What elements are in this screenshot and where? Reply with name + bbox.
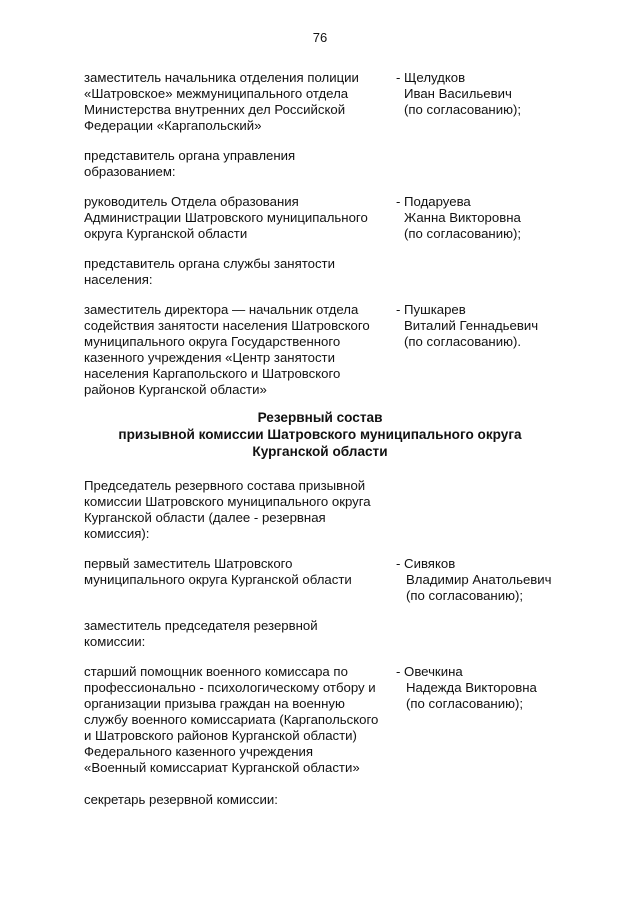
- approval-note: (по согласованию).: [404, 334, 522, 349]
- section-title: призывной комиссии Шатровского муниципального округа: [118, 427, 522, 442]
- section-title: Курганской области: [252, 444, 388, 459]
- text-line: заместитель директора — начальник отдела: [84, 302, 359, 317]
- text-line: «Шатровское» межмуниципального отдела: [84, 86, 349, 101]
- text-line: секретарь резервной комиссии:: [84, 792, 278, 807]
- text-line: руководитель Отдела образования: [84, 194, 299, 209]
- section-title: Резервный состав: [257, 410, 383, 425]
- text-line: Федерального казенного учреждения: [84, 744, 313, 759]
- text-line: комиссии:: [84, 634, 146, 649]
- text-line: профессионально - психологическому отбору и: [84, 680, 376, 695]
- approval-note: (по согласованию);: [406, 588, 524, 603]
- text-line: муниципального округа Государственного: [84, 334, 341, 349]
- text-line: районов Курганской области»: [84, 382, 267, 397]
- text-line: казенного учреждения «Центр занятости: [84, 350, 335, 365]
- text-line: старший помощник военного комиссара по: [84, 664, 348, 679]
- text-line: муниципального округа Курганской области: [84, 572, 352, 587]
- text-line: заместитель председателя резервной: [84, 618, 318, 633]
- text-line: Федерации «Каргапольский»: [84, 118, 262, 133]
- text-line: службу военного комиссариата (Каргапольского: [84, 712, 379, 727]
- text-line: населения:: [84, 272, 153, 287]
- text-line: комиссии Шатровского муниципального округа: [84, 494, 371, 509]
- page-number: 76: [312, 30, 328, 45]
- text-line: Министерства внутренних дел Российской: [84, 102, 346, 117]
- text-line: Курганской области (далее - резервная: [84, 510, 326, 525]
- person-name: Иван Васильевич: [404, 86, 512, 101]
- person-name: - Овечкина: [396, 664, 463, 679]
- person-name: Владимир Анатольевич: [406, 572, 552, 587]
- person-name: - Сивяков: [396, 556, 456, 571]
- text-line: первый заместитель Шатровского: [84, 556, 293, 571]
- person-name: Надежда Викторовна: [406, 680, 537, 695]
- person-name: - Щелудков: [396, 70, 466, 85]
- text-line: Председатель резервного состава призывной: [84, 478, 366, 493]
- text-line: округа Курганской области: [84, 226, 248, 241]
- text-line: организации призыва граждан на военную: [84, 696, 345, 711]
- text-line: образованием:: [84, 164, 176, 179]
- approval-note: (по согласованию);: [404, 226, 522, 241]
- text-line: заместитель начальника отделения полиции: [84, 70, 359, 85]
- approval-note: (по согласованию);: [404, 102, 522, 117]
- text-line: представитель органа службы занятости: [84, 256, 335, 271]
- text-line: «Военный комиссариат Курганской области»: [84, 760, 360, 775]
- person-name: - Подаруева: [396, 194, 471, 209]
- text-line: содействия занятости населения Шатровского: [84, 318, 370, 333]
- approval-note: (по согласованию);: [406, 696, 524, 711]
- text-line: представитель органа управления: [84, 148, 296, 163]
- person-name: - Пушкарев: [396, 302, 466, 317]
- text-line: населения Каргапольского и Шатровского: [84, 366, 341, 381]
- text-line: комиссия):: [84, 526, 150, 541]
- text-line: Администрации Шатровского муниципального: [84, 210, 368, 225]
- text-line: и Шатровского районов Курганской области): [84, 728, 357, 743]
- person-name: Виталий Геннадьевич: [404, 318, 539, 333]
- person-name: Жанна Викторовна: [404, 210, 521, 225]
